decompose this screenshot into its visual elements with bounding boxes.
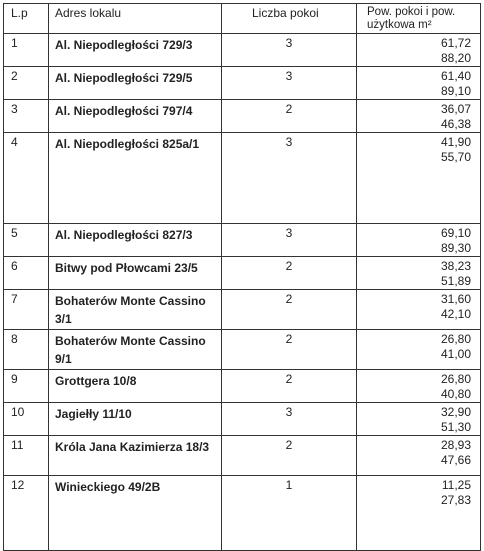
area-cell: [357, 403, 481, 436]
address-cell: Bitwy pod Płowcami 23/5: [49, 257, 222, 290]
row-number: 9: [4, 370, 49, 403]
area-cell: [357, 257, 481, 290]
header-row: [4, 4, 481, 34]
address-cell: Bohaterów Monte Cassino 3/1: [49, 290, 222, 330]
row-number: 5: [4, 224, 49, 257]
area-cell: [357, 290, 481, 330]
room-area-value: 41,90: [440, 135, 471, 149]
row-number: 6: [4, 257, 49, 290]
table-row: [4, 370, 481, 403]
usable-area-value: 47,66: [440, 453, 471, 467]
address-cell: Al. Niepodległości 729/5: [49, 67, 222, 100]
table-row: [4, 34, 481, 67]
room-area-value: 31,60: [440, 292, 471, 306]
usable-area-value: 40,80: [440, 387, 471, 401]
room-area-value: 61,72: [440, 36, 471, 50]
rooms-cell: 3: [222, 67, 357, 100]
row-number: 7: [4, 290, 49, 330]
room-area-value: 38,23: [440, 259, 471, 273]
usable-area-value: 88,20: [440, 51, 471, 65]
area-cell: [357, 224, 481, 257]
table-row: [4, 476, 481, 551]
rooms-cell: 3: [222, 224, 357, 257]
usable-area-value: 51,89: [440, 274, 471, 288]
usable-area-value: 42,10: [440, 307, 471, 321]
address-cell: Al. Niepodległości 825a/1: [49, 133, 222, 224]
address-cell: Al. Niepodległości 797/4: [49, 100, 222, 133]
area-cell: [357, 100, 481, 133]
rooms-cell: 3: [222, 133, 357, 224]
row-number: 1: [4, 34, 49, 67]
address-cell: Al. Niepodległości 729/3: [49, 34, 222, 67]
table-row: [4, 224, 481, 257]
table-row: [4, 67, 481, 100]
row-number: 2: [4, 67, 49, 100]
table-row: [4, 330, 481, 370]
table-row: [4, 257, 481, 290]
rooms-cell: 2: [222, 436, 357, 476]
usable-area-value: 46,38: [440, 117, 471, 131]
row-number: 11: [4, 436, 49, 476]
area-cell: [357, 436, 481, 476]
table-row: [4, 436, 481, 476]
rooms-cell: 3: [222, 403, 357, 436]
room-area-value: 26,80: [440, 332, 471, 346]
usable-area-value: 55,70: [440, 150, 471, 164]
usable-area-value: 41,00: [440, 347, 471, 361]
room-area-value: 69,10: [440, 226, 471, 240]
rooms-cell: 2: [222, 370, 357, 403]
table-row: [4, 133, 481, 224]
row-number: 4: [4, 133, 49, 224]
row-number: 3: [4, 100, 49, 133]
room-area-value: 28,93: [440, 438, 471, 452]
rooms-cell: 2: [222, 290, 357, 330]
rooms-cell: 2: [222, 100, 357, 133]
area-cell: [357, 133, 481, 224]
header-area: Pow. pokoi i pow. użytkowa m²: [357, 4, 481, 34]
usable-area-value: 89,30: [440, 241, 471, 255]
area-cell: [357, 67, 481, 100]
usable-area-value: 89,10: [440, 84, 471, 98]
header-lp: L.p: [4, 4, 49, 34]
usable-area-value: 27,83: [440, 493, 471, 507]
row-number: 10: [4, 403, 49, 436]
address-cell: Króla Jana Kazimierza 18/3: [49, 436, 222, 476]
room-area-value: 32,90: [440, 405, 471, 419]
room-area-value: 36,07: [440, 102, 471, 116]
row-number: 12: [4, 476, 49, 551]
rooms-cell: 1: [222, 476, 357, 551]
rooms-cell: 2: [222, 330, 357, 370]
header-rooms: Liczba pokoi: [222, 4, 357, 34]
table-row: [4, 290, 481, 330]
table-row: [4, 100, 481, 133]
area-cell: [357, 34, 481, 67]
area-cell: [357, 476, 481, 551]
area-cell: [357, 370, 481, 403]
address-cell: Grottgera 10/8: [49, 370, 222, 403]
address-cell: Bohaterów Monte Cassino 9/1: [49, 330, 222, 370]
rooms-cell: 2: [222, 257, 357, 290]
room-area-value: 11,25: [441, 478, 471, 492]
address-cell: Winieckiego 49/2B: [49, 476, 222, 551]
table-body: [4, 34, 481, 551]
address-cell: Al. Niepodległości 827/3: [49, 224, 222, 257]
usable-area-value: 51,30: [440, 420, 471, 434]
address-cell: Jagiełły 11/10: [49, 403, 222, 436]
rooms-cell: 3: [222, 34, 357, 67]
table-row: [4, 403, 481, 436]
area-cell: [357, 330, 481, 370]
room-area-value: 61,40: [440, 69, 471, 83]
apartments-table: [3, 3, 481, 551]
header-address: Adres lokalu: [49, 4, 222, 34]
room-area-value: 26,80: [440, 372, 471, 386]
row-number: 8: [4, 330, 49, 370]
